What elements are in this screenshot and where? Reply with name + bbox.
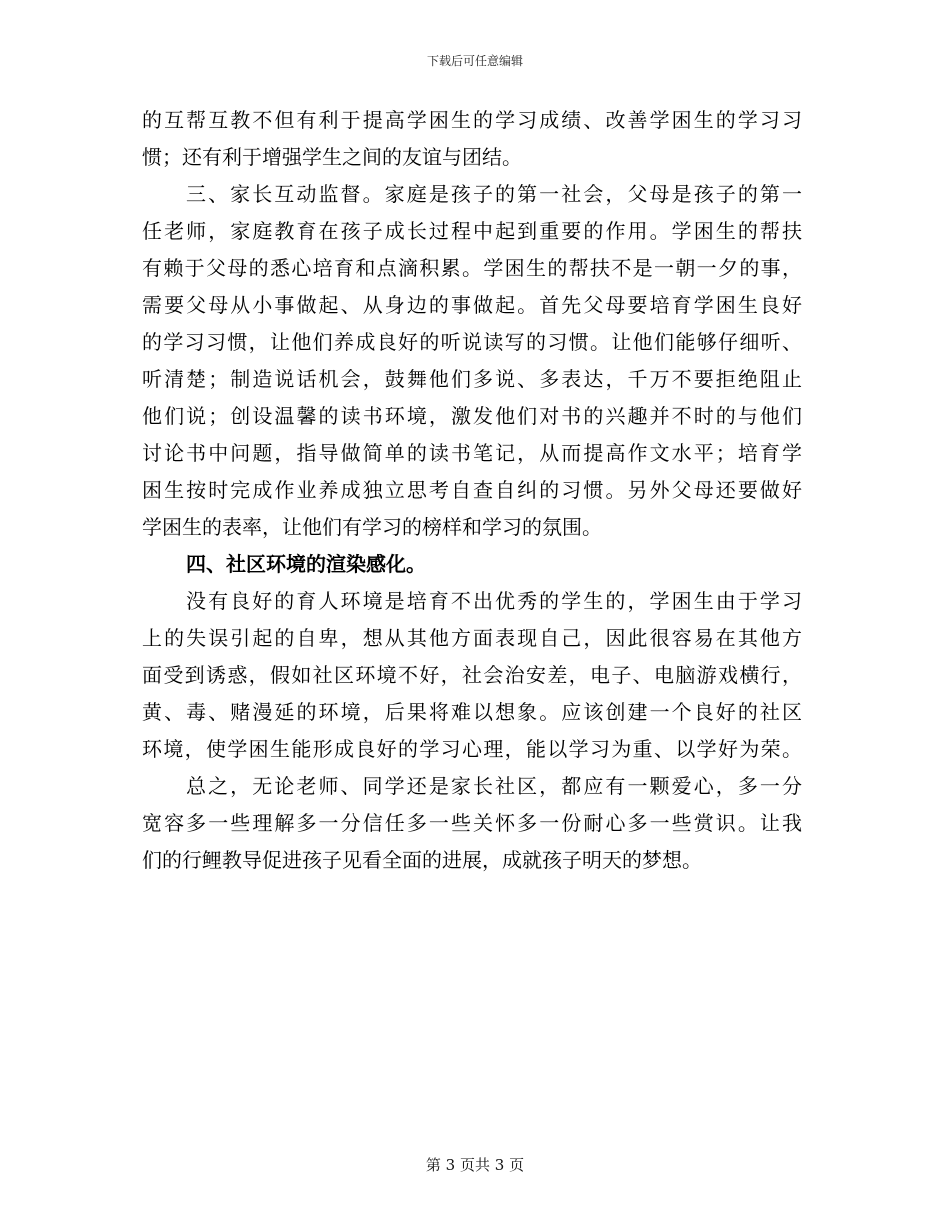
text-line: 讨论书中问题，指导做简单的读书笔记，从而提高作文水平；培育学 — [142, 441, 802, 465]
page-header: 下载后可任意编辑 — [426, 54, 523, 68]
text-line: 宽容多一些理解多一分信任多一些关怀多一份耐心多一些赏识。让我 — [142, 811, 802, 835]
page-number-footer: 第 3 页共 3 页 — [425, 1156, 525, 1174]
text-line: 上的失误引起的自卑，想从其他方面表现自己，因此很容易在其他方 — [142, 626, 802, 650]
text-line: 黄、毒、赌漫延的环境，后果将难以想象。应该创建一个良好的社区 — [142, 700, 802, 724]
text-line: 的互帮互教不但有利于提高学困生的学习成绩、改善学困生的学习习 — [142, 108, 802, 132]
text-line: 有赖于父母的悉心培育和点滴积累。学困生的帮扶不是一朝一夕的事， — [142, 256, 802, 280]
text-line: 的学习习惯，让他们养成良好的听说读写的习惯。让他们能够仔细听、 — [142, 330, 802, 354]
text-line: 惯；还有利于增强学生之间的友谊与团结。 — [142, 145, 522, 169]
text-line: 困生按时完成作业养成独立思考自查自纠的习惯。另外父母还要做好 — [142, 478, 802, 502]
text-line: 三、家长互动监督。家庭是孩子的第一社会，父母是孩子的第一 — [186, 182, 802, 206]
text-line: 需要父母从小事做起、从身边的事做起。首先父母要培育学困生良好 — [142, 293, 802, 317]
text-line: 学困生的表率，让他们有学习的榜样和学习的氛围。 — [142, 515, 602, 539]
text-line: 环境，使学困生能形成良好的学习心理，能以学习为重、以学好为荣。 — [142, 737, 802, 761]
section-heading: 四、社区环境的渲染感化。 — [186, 552, 426, 576]
text-line: 们的行鲤教导促进孩子见看全面的进展，成就孩子明天的梦想。 — [142, 848, 702, 872]
text-line: 总之，无论老师、同学还是家长社区，都应有一颗爱心，多一分 — [186, 774, 802, 798]
text-line: 没有良好的育人环境是培育不出优秀的学生的，学困生由于学习 — [186, 589, 802, 613]
text-line: 听清楚；制造说话机会，鼓舞他们多说、多表达，千万不要拒绝阻止 — [142, 367, 802, 391]
text-line: 面受到诱惑，假如社区环境不好，社会治安差，电子、电脑游戏横行， — [142, 663, 802, 687]
text-line: 任老师，家庭教育在孩子成长过程中起到重要的作用。学困生的帮扶 — [142, 219, 802, 243]
document-body — [142, 102, 802, 879]
text-line: 他们说；创设温馨的读书环境，激发他们对书的兴趣并不时的与他们 — [142, 404, 802, 428]
